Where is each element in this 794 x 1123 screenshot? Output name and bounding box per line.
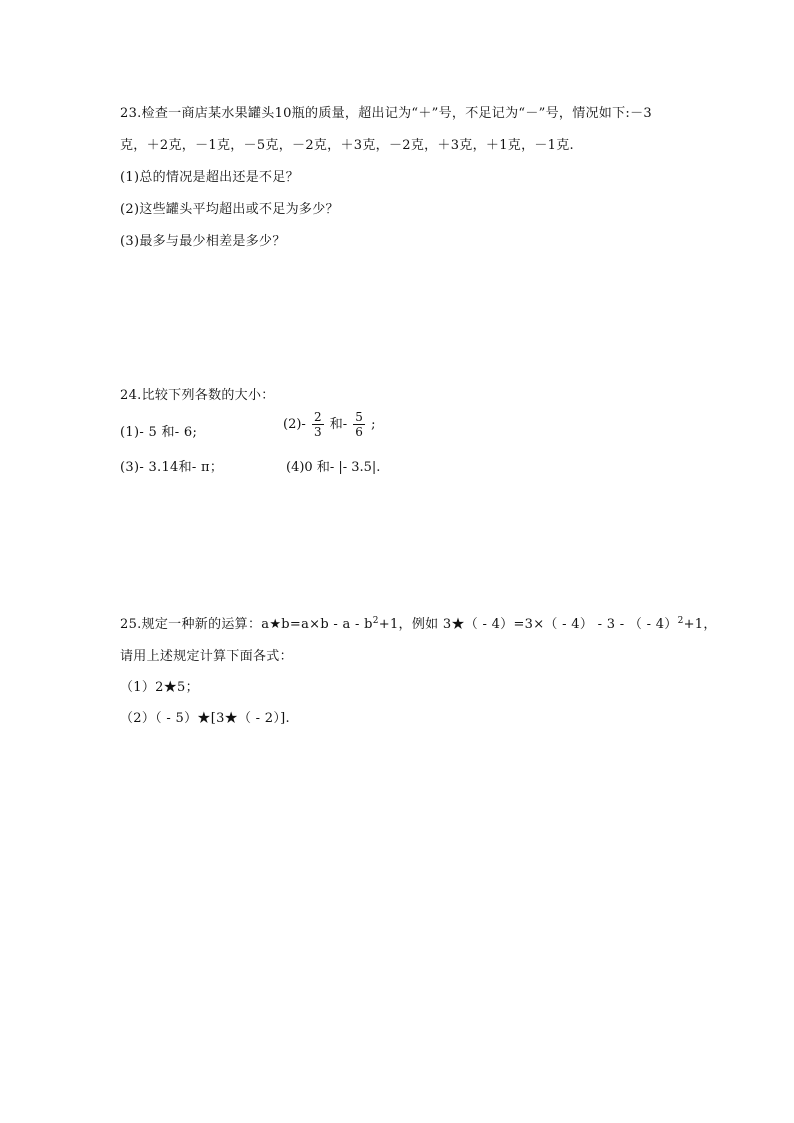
q25-line-1 [120,613,717,632]
q25-exponent-2: 2 [677,616,684,626]
fraction-denominator: 6 [355,425,363,439]
q25-line-2: 请用上述规定计算下面各式： [120,649,293,664]
q23-sub-2: (2)这些罐头平均超出或不足为多少？ [120,202,339,217]
q23-line-2: 克，＋2克，－1克，－5克，－2克，＋3克，－2克，＋3克，＋1克，－1克. [120,138,574,153]
q25-line-1-b: +1，例如 3★（ - 4）=3×（ - 4） - 3 - （ - 4） [378,617,678,632]
fraction-denominator: 3 [313,425,322,439]
q23-sub-1: (1)总的情况是超出还是不足？ [120,170,299,185]
q24-part-2-suffix: ; [371,417,376,432]
q25-sub-1: （1）2★5； [120,680,199,695]
q25-sub-2: （2）（ - 5）★[3★（ - 2）]. [120,711,290,726]
q24-part-3: (3)- 3.14和- π； [120,460,224,475]
q24-part-4: (4)0 和- |- 3.5|. [286,460,381,475]
q24-part-1: (1)- 5 和- 6; [120,425,198,440]
fraction-five-sixths [353,410,365,439]
q24-title: 24.比较下列各数的大小： [120,388,275,403]
q25-exponent-1: 2 [372,616,379,626]
q24-part-2-prefix: (2)- [283,417,306,432]
q24-part-2 [283,410,375,439]
fraction-numerator: 2 [313,410,322,424]
fraction-numerator: 5 [355,410,363,424]
q25-line-1-c: +1， [683,617,717,632]
q23-line-1: 23.检查一商店某水果罐头10瓶的质量，超出记为“＋”号，不足记为“－”号，情况如下:－3 [120,106,652,121]
q23-sub-3: (3)最多与最少相差是多少？ [120,234,286,249]
q24-part-2-mid: 和- [329,417,348,432]
q25-line-1-a: 25.规定一种新的运算：a★b=a×b - a - b [120,617,373,632]
fraction-two-thirds [312,410,324,439]
